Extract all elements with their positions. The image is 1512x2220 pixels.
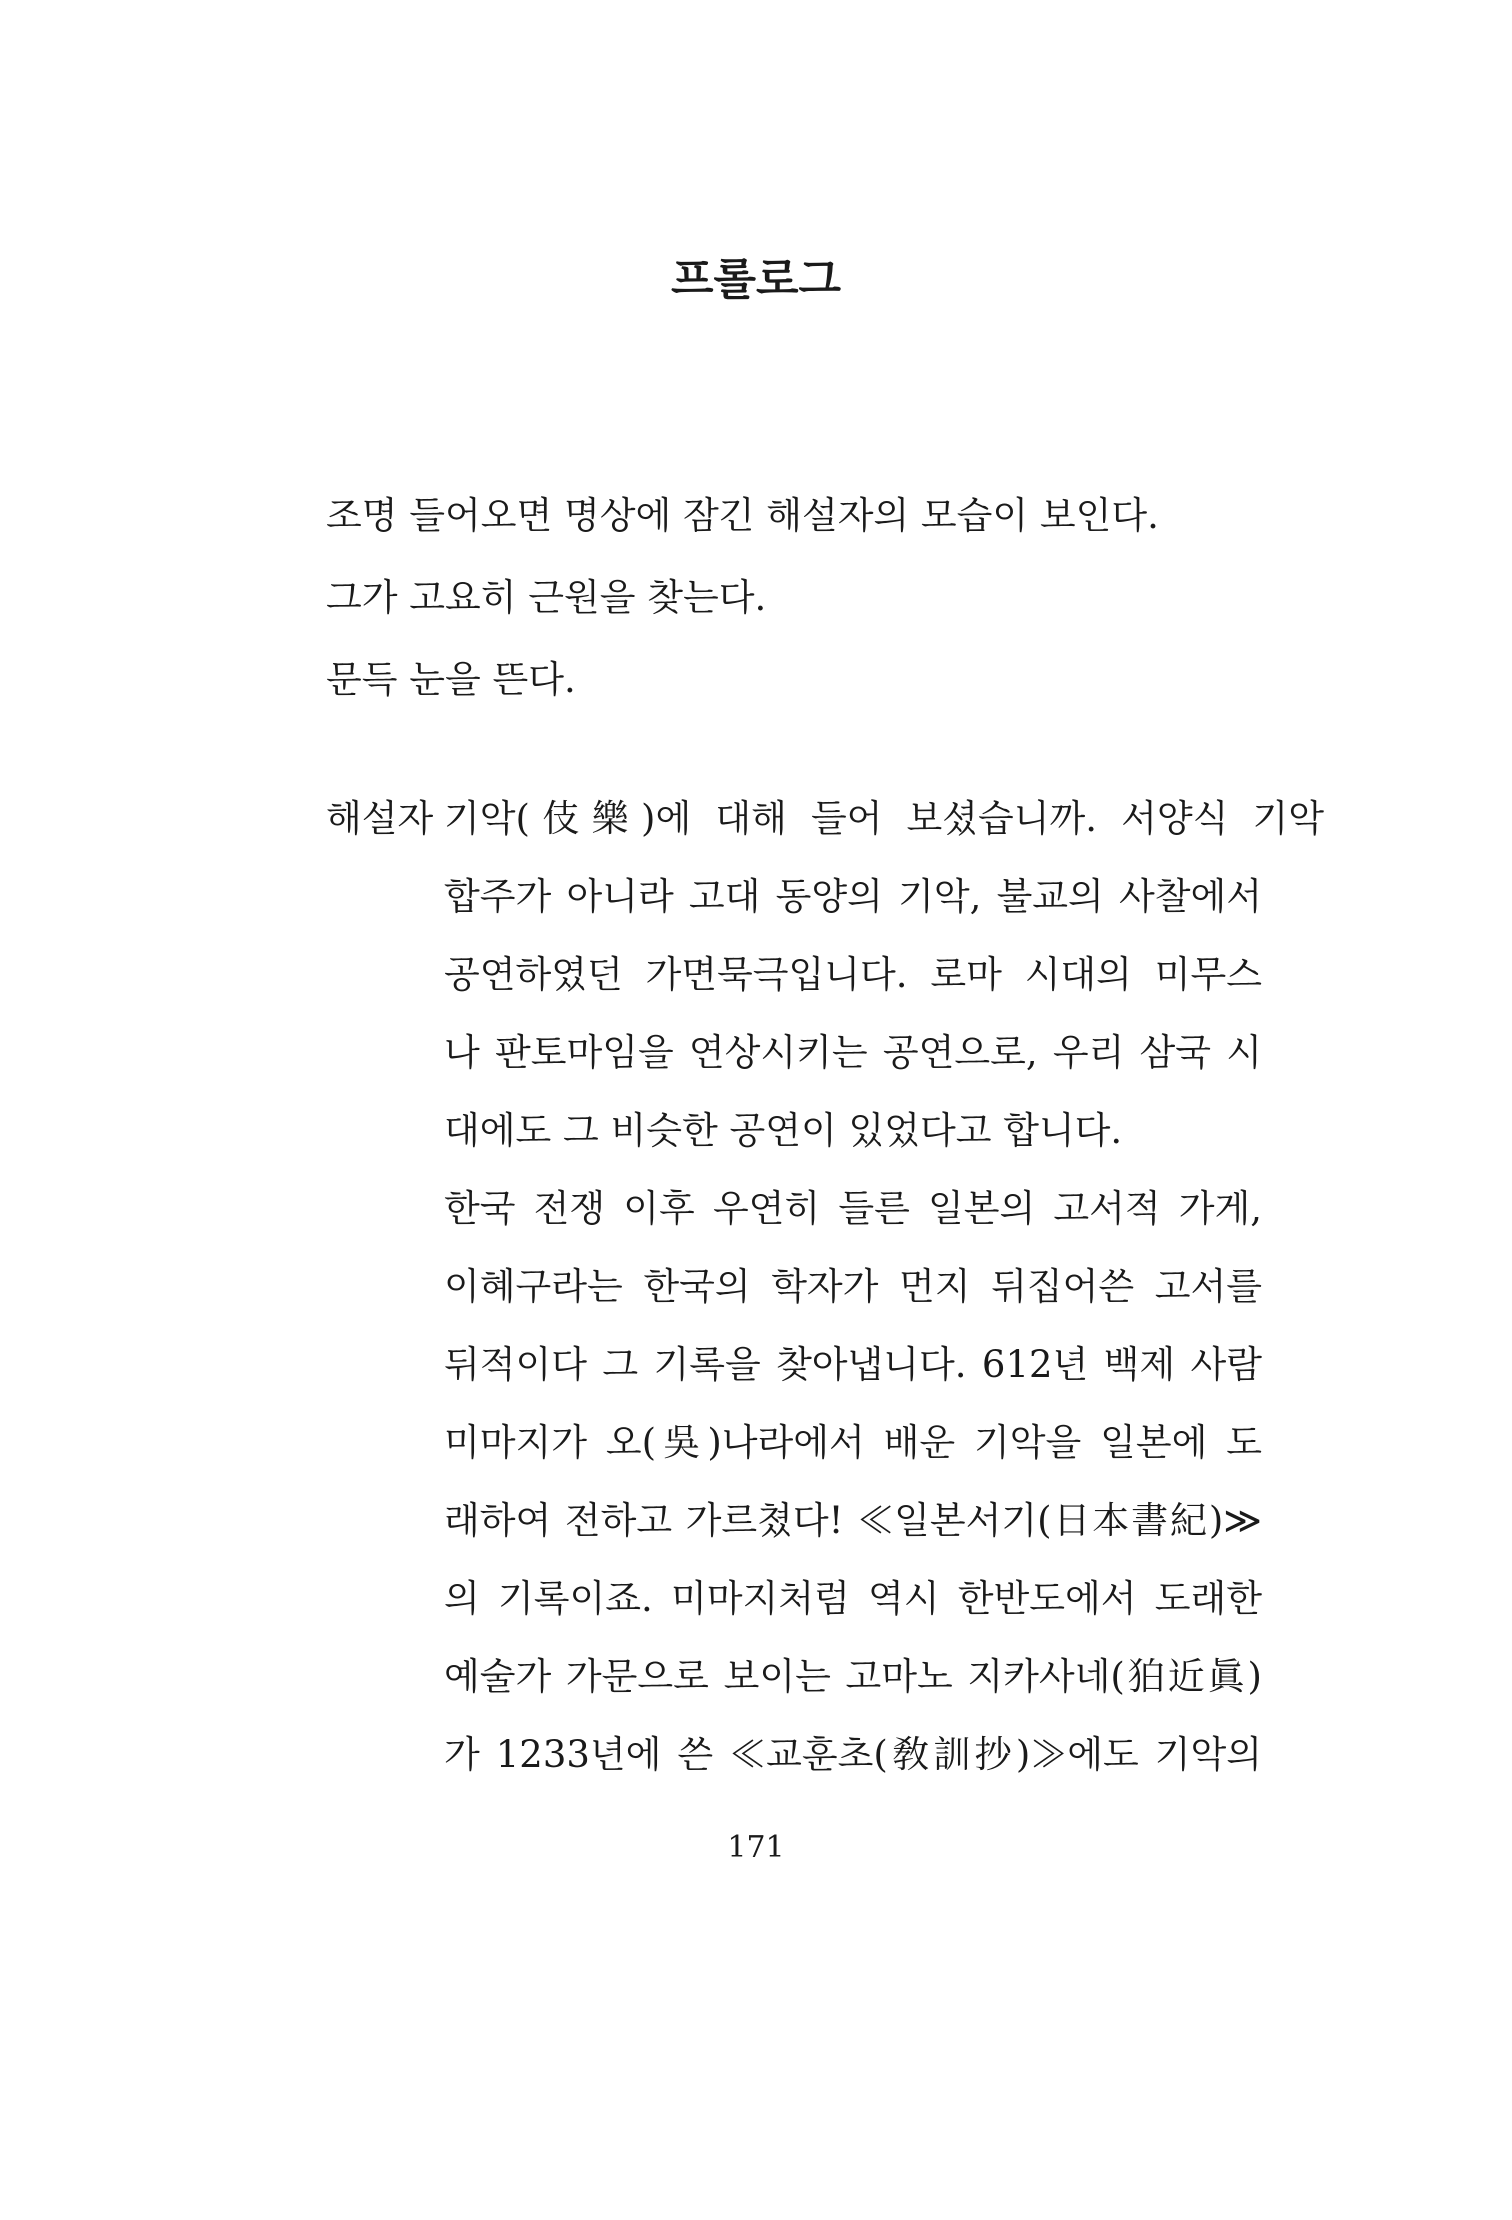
page-number: 171 [727, 1830, 785, 1865]
speech-line: 미마지가 오(吳)나라에서 배운 기악을 일본에 도 [444, 1421, 1262, 1464]
speech-line: 예술가 가문으로 보이는 고마노 지카사네(狛近眞) [444, 1655, 1262, 1698]
speech-first-line-wrap [444, 780, 1324, 858]
speech-line: 한국 전쟁 이후 우연히 들른 일본의 고서적 가게, [444, 1187, 1262, 1230]
stage-direction-line: 문득 눈을 뜬다. [326, 658, 576, 701]
speech-line: 합주가 아니라 고대 동양의 기악, 불교의 사찰에서 [444, 875, 1262, 918]
speech-body [444, 858, 1262, 1794]
stage-direction-line: 조명 들어오면 명상에 잠긴 해설자의 모습이 보인다. [326, 494, 1159, 537]
stage-directions [326, 475, 1326, 721]
speech-line: 대에도 그 비슷한 공연이 있었다고 합니다. [444, 1109, 1123, 1152]
chapter-title: 프롤로그 [670, 254, 841, 305]
speech-line: 이혜구라는 한국의 학자가 먼지 뒤집어쓴 고서를 [444, 1265, 1262, 1308]
speech-line: 기악(伎樂)에 대해 들어 보셨습니까. 서양식 기악 [444, 797, 1324, 840]
speech-line: 공연하였던 가면묵극입니다. 로마 시대의 미무스 [444, 953, 1262, 996]
speech-line: 래하여 전하고 가르쳤다! ≪일본서기(日本書紀)≫ [444, 1499, 1262, 1542]
stage-direction-line: 그가 고요히 근원을 찾는다. [326, 576, 767, 619]
speech-line: 뒤적이다 그 기록을 찾아냅니다. 612년 백제 사람 [444, 1343, 1262, 1386]
speech-line: 의 기록이죠. 미마지처럼 역시 한반도에서 도래한 [444, 1577, 1262, 1620]
speaker-name: 해설자 [326, 797, 434, 840]
speech-line: 나 판토마임을 연상시키는 공연으로, 우리 삼국 시 [444, 1031, 1262, 1074]
speech-line: 가 1233년에 쓴 ≪교훈초(敎訓抄)≫에도 기악의 [444, 1733, 1262, 1776]
